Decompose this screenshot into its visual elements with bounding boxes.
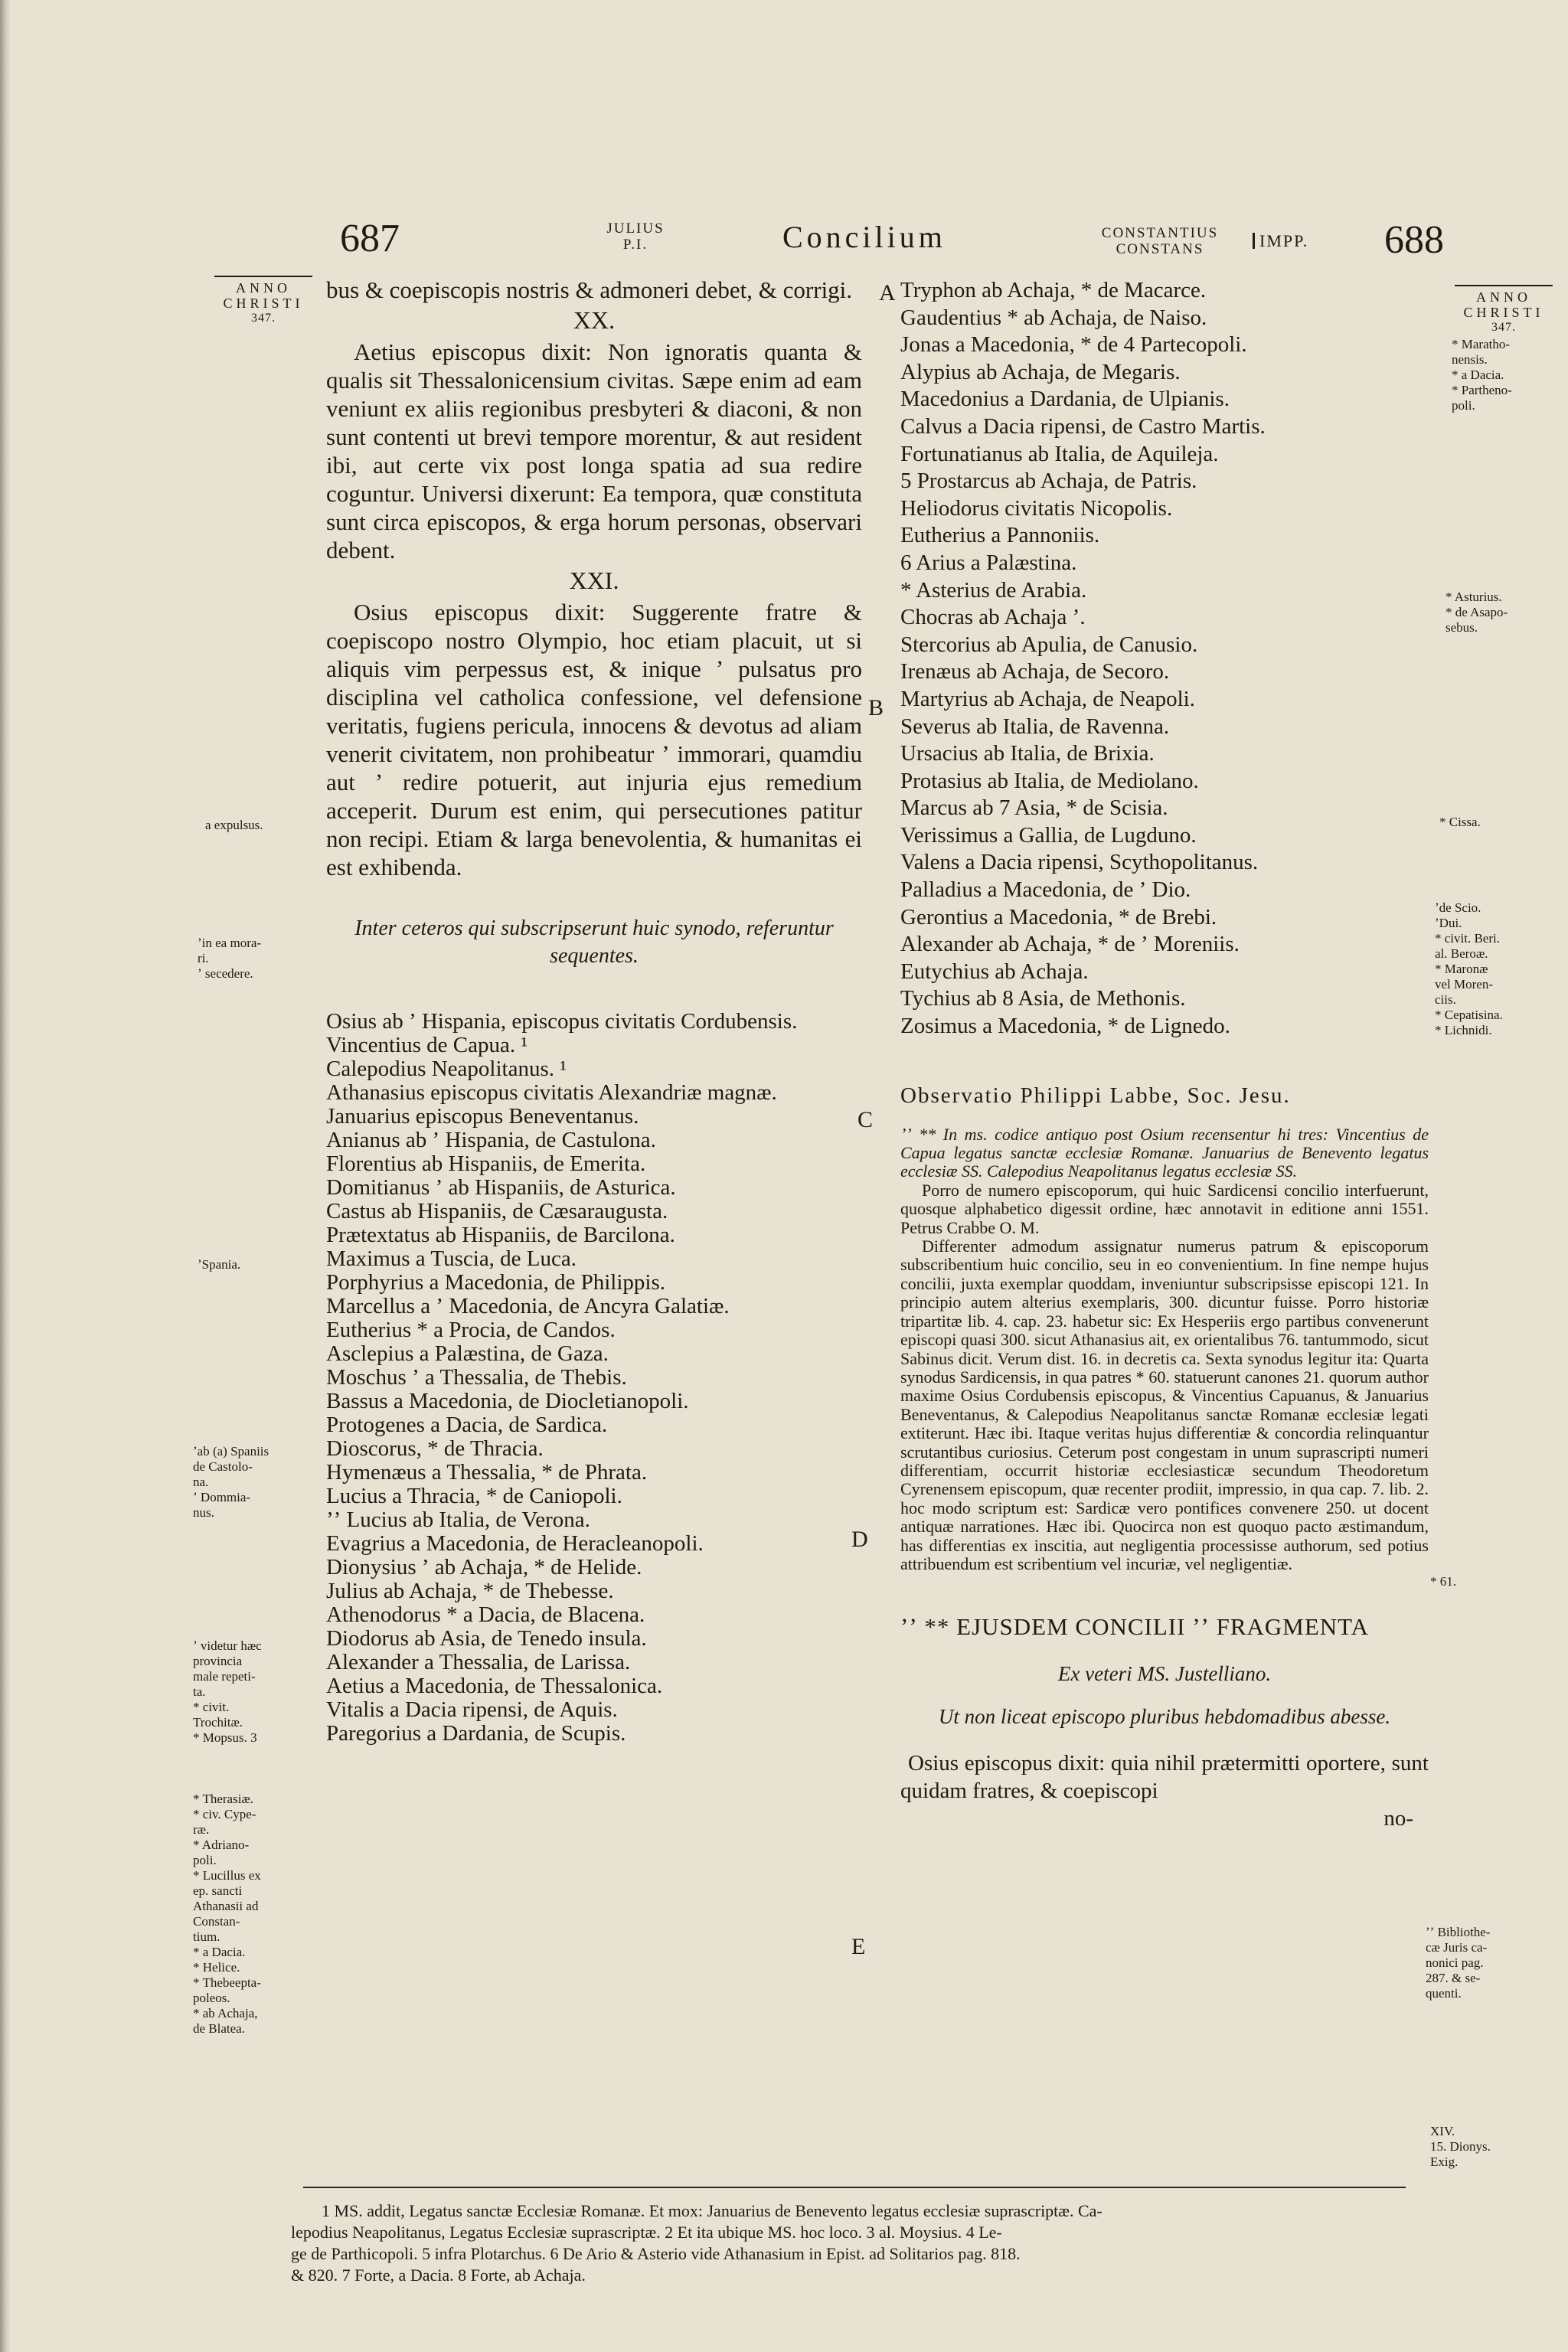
list-item: Anianus ab ʼ Hispania, de Castulona. <box>326 1128 656 1152</box>
margin-note: ʼin ea mora- ri. ʼ secedere. <box>198 936 262 981</box>
subscribers-heading: Inter ceteros qui subscripserunt huic synodo, referuntur sequentes. <box>354 916 834 968</box>
list-item: Stercorius ab Apulia, de Canusio. <box>900 632 1198 657</box>
christi-label: CHRISTI <box>1463 305 1544 320</box>
right-running-names <box>1072 225 1248 257</box>
list-item: Ursacius ab Italia, de Brixia. <box>900 741 1155 766</box>
list-item: Irenæus ab Achaja, de Secoro. <box>900 659 1170 684</box>
subscribers-list-right <box>900 277 1429 1040</box>
anno-christi-left <box>214 276 312 326</box>
margin-note: * Maratho- nensis. * a Dacia. * Partheno- poli. <box>1452 337 1512 413</box>
list-item: Lucius a Thracia, * de Caniopoli. <box>326 1484 622 1508</box>
margin-note: ʼ videtur hæc provincia male repeti- ta. * civit. Trochitæ. * Mopsus. 3 <box>193 1638 262 1745</box>
list-item: Valens a Dacia ripensi, Scythopolitanus. <box>900 850 1259 875</box>
anno-label: ANNO <box>1476 289 1531 305</box>
section-letter-c: C <box>858 1107 874 1132</box>
list-item: Prætextatus ab Hispaniis, de Barcilona. <box>326 1223 675 1247</box>
observation-heading <box>900 1083 1429 1109</box>
list-item: Alexander ab Achaja, * de ʼ Moreniis. <box>900 932 1240 957</box>
list-item: Gerontius a Macedonia, * de Brebi. <box>900 904 1217 929</box>
list-item: Marcus ab 7 Asia, * de Scisia. <box>900 795 1168 821</box>
list-item: Florentius ab Hispaniis, de Emerita. <box>326 1152 646 1176</box>
christi-label: CHRISTI <box>223 296 304 311</box>
list-item: Diodorus ab Asia, de Tenedo insula. <box>326 1626 647 1651</box>
list-item: Porphyrius a Macedonia, de Philippis. <box>326 1270 666 1295</box>
list-item: Macedonius a Dardania, de Ulpianis. <box>900 387 1230 412</box>
margin-note: * 61. <box>1430 1574 1456 1589</box>
list-item: Januarius episcopus Beneventanus. <box>326 1104 639 1129</box>
footnote-rule <box>303 2187 1406 2188</box>
list-item: Severus ab Italia, de Ravenna. <box>900 714 1170 739</box>
list-item: Athanasius episcopus civitatis Alexandriæ magnæ. <box>326 1080 777 1105</box>
list-item: Tryphon ab Achaja, * de Macarce. <box>900 278 1207 302</box>
emperor-name-1: CONSTANTIUS <box>1101 225 1219 241</box>
pope-title: P.I. <box>622 237 648 253</box>
observation-paragraph: Differenter admodum assignatur numerus patrum & episcoporum subscribentium huic concilio, seu in eo convenientium. In fine nempe hujus concilii, juxta exemplar quoddam, inveniuntur subscripsisse episcopi 121. In principio autem alterius exemplaris, 300. dicuntur fuisse. Porro historiæ tripartitæ lib. 4. cap. 23. habetur sic: Ex Hesperiis ergo partibus convenerunt episcopi quasi 300. sicut Athanasius ait, ex orientalibus 76. tantummodo, sicut Sabinus dicit. Verum dist. 16. in decretis ca. Sexta synodus legitur ita: Quarta synodus Sardicensis, in qua patres * 60. statuerunt canones 21. quorum author maxime Osius Cordubensis episcopus, & Vincentius Capuanus, & Januarius Beneventanus, & Calepodius Neapolitanus sanctæ Romanæ ecclesiæ legati extiterunt. Hæc ibi. Itaque veritas hujus differentiæ & concordia relinquantur scrutantibus curiosius. Ceterum post congestam in unum suprascripti numeri differentiam, occurrit historiæ ecclesiasticæ secundum Theodoretum Cyrenensem episcopum, quæ recenter prodiit, impressio, in qua cap. 7. lib. 2. hoc modo scriptum est: Sardicæ vero pontifices convenere 250. ut docent antiquæ narrationes. Hæc ibi. Quocirca non est quoquo pacto æstimandum, has differentias ex inscitia, aut negligentia processisse authorum, sed potius attribuendum est scribentium vel incuriæ, vel negligentiæ. <box>900 1236 1429 1573</box>
list-item: Jonas a Macedonia, * de 4 Partecopoli. <box>900 332 1247 358</box>
fragmenta-rubric: Ut non liceat episcopo pluribus hebdomadibus abesse. <box>938 1705 1391 1729</box>
list-item: Calepodius Neapolitanus. ¹ <box>326 1057 567 1081</box>
observation-title: Observatio Philippi Labbe, <box>900 1083 1181 1108</box>
list-item: Hymenæus a Thessalia, * de Phrata. <box>326 1460 648 1485</box>
list-item: Dioscorus, * de Thracia. <box>326 1436 544 1461</box>
list-item: Castus ab Hispaniis, de Cæsaraugusta. <box>326 1199 668 1223</box>
list-item: Dionysius ʼ ab Achaja, * de Helide. <box>326 1555 642 1579</box>
margin-note: * Therasiæ. * civ. Cype- ræ. * Adriano- poli. * Lucillus ex ep. sancti Athanasii ad Constan- tium. * a Dacia. * Helice. * Thebeepta- poleos. * ab Achaja, de Blatea. <box>193 1792 261 2036</box>
pope-name: JULIUS <box>606 220 665 237</box>
margin-note: * Cissa. <box>1439 815 1481 829</box>
margin-note: ʼab (a) Spaniis de Castolo- na. ʼ Dommia- nus. <box>193 1444 270 1520</box>
canon-heading-20: XX. <box>573 306 616 334</box>
list-item: Domitianus ʼ ab Hispaniis, de Asturica. <box>326 1175 676 1200</box>
list-item: Eutherius a Pannoniis. <box>900 523 1100 548</box>
fragmenta-paragraph: Osius episcopus dixit: quia nihil prætermitti oportere, sunt quidam fratres, & coepiscopi <box>900 1751 1429 1804</box>
list-item: Palladius a Macedonia, de ʼ Dio. <box>900 877 1191 903</box>
list-item: * Asterius de Arabia. <box>900 577 1087 603</box>
running-title-text: Concilium <box>782 220 946 254</box>
margin-note: ʼSpania. <box>198 1257 241 1272</box>
footnote-line: lepodius Neapolitanus, Legatus Ecclesiæ suprascriptæ. 2 Et ita ubique MS. hoc loco. 3 al. Moysius. 4 Le- <box>291 2223 1002 2242</box>
list-item: Verissimus a Gallia, de Lugduno. <box>900 822 1197 848</box>
margin-note: a expulsus. <box>205 818 263 832</box>
section-letter-e: E <box>851 1934 866 1959</box>
list-item: Bassus a Macedonia, de Diocletianopoli. <box>326 1389 689 1413</box>
list-item: Fortunatianus ab Italia, de Aquileja. <box>900 441 1219 466</box>
list-item: Athenodorus * a Dacia, de Blacena. <box>326 1602 645 1627</box>
list-item: Paregorius a Dardania, de Scupis. <box>326 1721 626 1746</box>
imperial-tag: IMPP. <box>1253 233 1308 249</box>
footnote-line: ge de Parthicopoli. 5 infra Plotarchus. 6 De Ario & Asterio vide Athanasium in Epist. ad Solitarios pag. 818. <box>291 2244 1021 2263</box>
list-item: Heliodorus civitatis Nicopolis. <box>900 495 1173 521</box>
observation-text <box>900 1125 1429 1574</box>
margin-note: XIV. 15. Dionys. Exig. <box>1430 2124 1491 2169</box>
list-item: Eutychius ab Achaja. <box>900 959 1089 984</box>
catchword: no- <box>1383 1806 1413 1831</box>
footnote-line: & 820. 7 Forte, a Dacia. 8 Forte, ab Achaja. <box>291 2265 586 2285</box>
right-column <box>900 277 1429 1832</box>
section-letter-b: B <box>868 695 884 720</box>
list-item: Tychius ab 8 Asia, de Methonis. <box>900 986 1186 1011</box>
list-item: ʼʼ Lucius ab Italia, de Verona. <box>326 1508 590 1532</box>
observation-paragraph: Porro de numero episcoporum, qui huic Sardicensi concilio interfuerunt, quosque alphabetico digessit ordine, hæc annotavit in editione anni 1551. Petrus Crabbe O. M. <box>900 1180 1429 1237</box>
list-item: Calvus a Dacia ripensi, de Castro Martis. <box>900 413 1266 439</box>
list-item: Vitalis a Dacia ripensi, de Aquis. <box>326 1697 618 1722</box>
list-item: Vincentius de Capua. ¹ <box>326 1033 528 1057</box>
canon-21-text: Osius episcopus dixit: Suggerente fratre & coepiscopo nostro Olympio, hoc etiam placuit, ut si aliquis vim perpessus est, & inique ʼ pulsatus pro disciplina vel catholica confessione, vel defensione veritatis, fugiens pericula, innocens & devotus ad aliam venerit civitatem, non prohibeatur ʼ immorari, quamdiu aut ʼ redire potuerit, aut injuria ejus remedium acceperit. Durum est enim, qui persecutiones patitur non recipi. Etiam & larga benevolentia, & humanitas ei est exhibenda. <box>326 599 862 880</box>
list-item: Moschus ʼ a Thessalia, de Thebis. <box>326 1365 627 1390</box>
list-item: Zosimus a Macedonia, * de Lignedo. <box>900 1014 1230 1039</box>
observation-paragraph: ʼʼ ** In ms. codice antiquo post Osium recensentur hi tres: Vincentius de Capua legatus sanctæ ecclesiæ Romanæ. Januarius de Benevento legatus ecclesiæ SS. Calepodius Neapolitanus legatus ecclesiæ SS. <box>900 1124 1429 1181</box>
anno-year: 347. <box>251 312 276 325</box>
left-running-names <box>590 220 681 253</box>
paragraph-intro: bus & coepiscopis nostris & admoneri debet, & corrigi. <box>326 276 853 303</box>
list-item: Protasius ab Italia, de Mediolano. <box>900 768 1199 793</box>
list-item: Marcellus a ʼ Macedonia, de Ancyra Galatiæ. <box>326 1294 730 1318</box>
observation-society: Soc. Jesu. <box>1187 1083 1291 1108</box>
list-item: Protogenes a Dacia, de Sardica. <box>326 1413 608 1437</box>
emperor-name-2: CONSTANS <box>1116 241 1204 257</box>
footnotes <box>291 2200 1416 2286</box>
list-item: Evagrius a Macedonia, de Heracleanopoli. <box>326 1531 704 1556</box>
page-edge <box>0 0 11 2352</box>
fragmenta-heading: ʼʼ ** EJUSDEM CONCILII ʼʼ FRAGMENTA <box>900 1613 1370 1641</box>
fragmenta-source: Ex veteri MS. Justelliano. <box>1057 1662 1272 1686</box>
list-item: Maximus a Tuscia, de Luca. <box>326 1246 577 1271</box>
list-item: Alypius ab Achaja, de Megaris. <box>900 359 1181 384</box>
section-letter-d: D <box>851 1527 868 1552</box>
running-title <box>782 219 946 255</box>
section-letter-a: A <box>879 280 896 305</box>
list-item: Martyrius ab Achaja, de Neapoli. <box>900 686 1195 711</box>
anno-christi-right <box>1455 285 1553 335</box>
canon-20-text: Aetius episcopus dixit: Non ignoratis quanta & qualis sit Thessalonicensium civitas. Sæpe enim ad eam veniunt ex aliis regionibus presbyteri & diaconi, & non sunt contenti ut brevi tempore morentur, & aut resident ibi, aut certe vix post longa spatia ad sua redire coguntur. Universi dixerunt: Ea tempora, quæ constituta sunt circa episcopos, & erga horum personas, observari debent. <box>326 338 862 564</box>
left-page-number: 687 <box>340 217 400 260</box>
margin-note: ʼʼ Bibliothe- cæ Juris ca- nonici pag. 287. & se- quenti. <box>1426 1925 1491 2001</box>
left-column <box>326 276 862 1746</box>
fragmenta-body <box>900 1749 1429 1832</box>
list-item: Asclepius a Palæstina, de Gaza. <box>326 1341 609 1366</box>
list-item: Chocras ab Achaja ʼ. <box>900 605 1086 630</box>
anno-year: 347. <box>1491 321 1516 334</box>
list-item: Aetius a Macedonia, de Thessalonica. <box>326 1674 663 1698</box>
list-item: Eutherius * a Procia, de Candos. <box>326 1318 616 1342</box>
right-page-number: 688 <box>1384 218 1444 262</box>
list-item: 6 Arius a Palæstina. <box>900 550 1077 575</box>
list-item: Alexander a Thessalia, de Larissa. <box>326 1650 631 1674</box>
list-item: Osius ab ʼ Hispania, episcopus civitatis Cordubensis. <box>326 1009 798 1034</box>
footnote-line: 1 MS. addit, Legatus sanctæ Ecclesiæ Romanæ. Et mox: Januarius de Benevento legatus ecclesiæ suprascriptæ. Ca- <box>322 2201 1102 2220</box>
list-item: 5 Prostarcus ab Achaja, de Patris. <box>900 469 1197 494</box>
margin-note: * Asturius. * de Asapo- sebus. <box>1446 590 1508 635</box>
anno-label: ANNO <box>236 280 291 296</box>
list-item: Julius ab Achaja, * de Thebesse. <box>326 1579 614 1603</box>
canon-heading-21: XXI. <box>569 567 619 594</box>
list-item: Gaudentius * ab Achaja, de Naiso. <box>900 305 1207 330</box>
margin-note: ʼde Scio. ʼDui. * civit. Beri. al. Beroæ. * Maronæ vel Moren- ciis. * Cepatisina. * Lichnidi. <box>1435 900 1503 1037</box>
subscribers-list-left <box>326 1010 862 1746</box>
